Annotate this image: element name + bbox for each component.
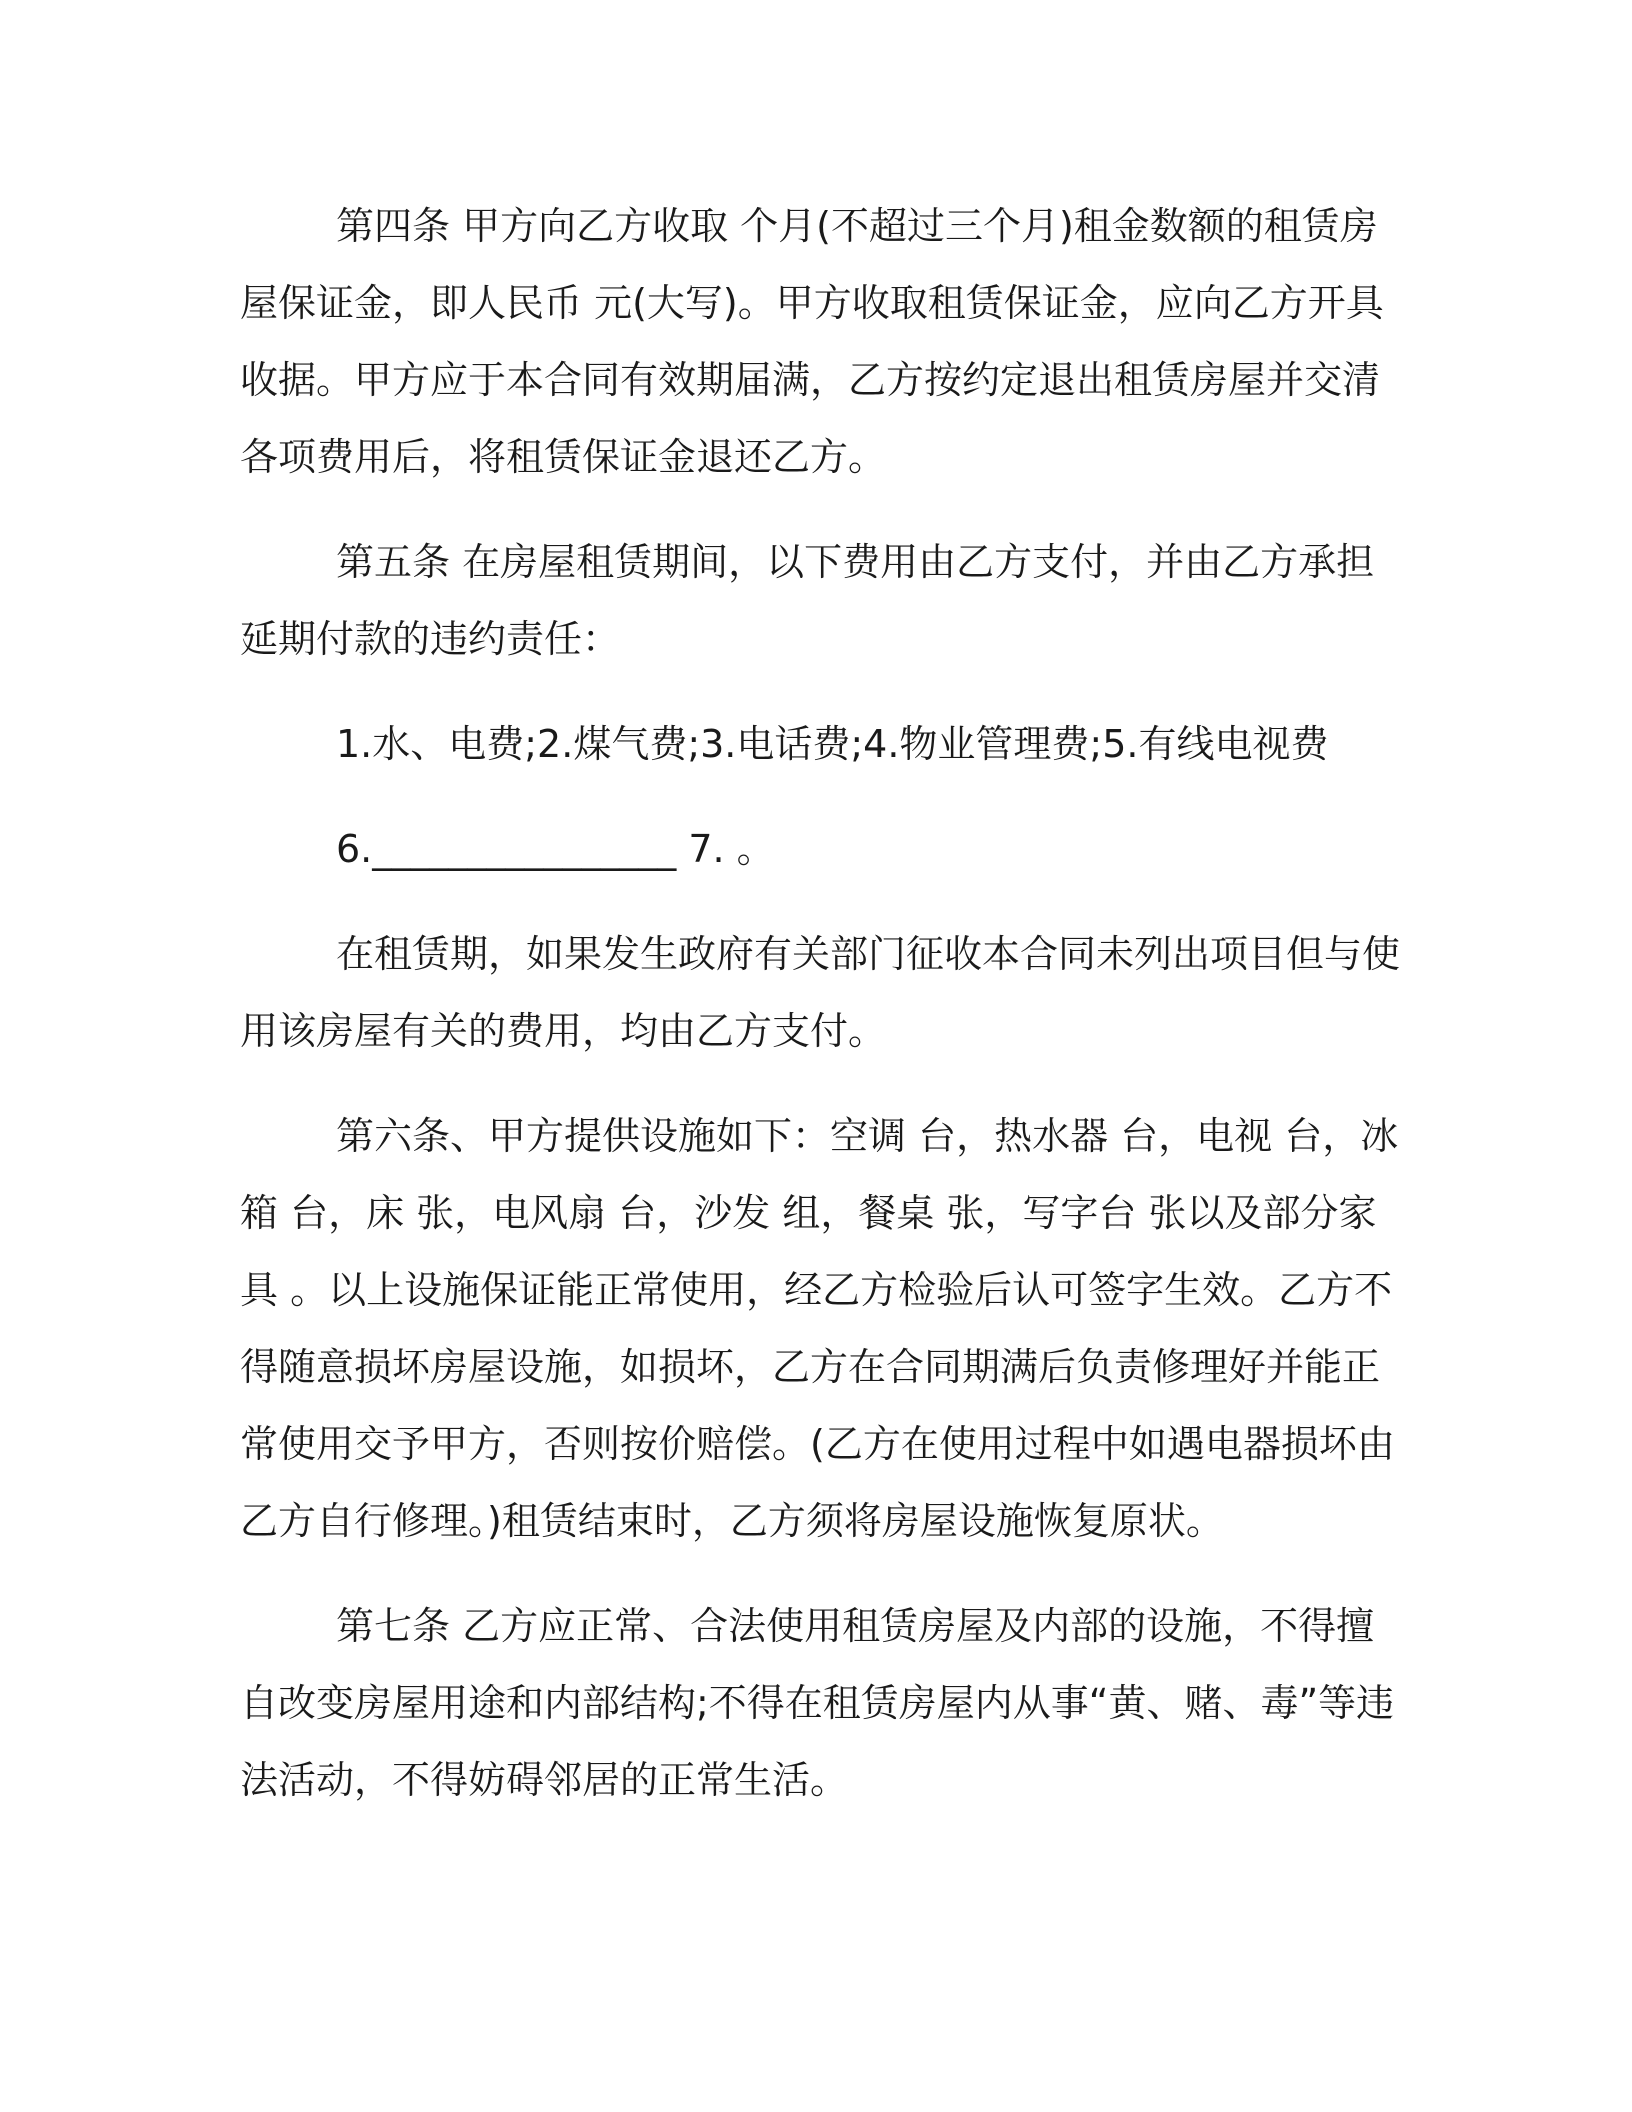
government-fees-paragraph: 在租赁期，如果发生政府有关部门征收本合同未列出项目但与使用该房屋有关的费用，均由乙方支付。	[240, 932, 1401, 1053]
clause-5-paragraph: 第五条 在房屋租赁期间，以下费用由乙方支付，并由乙方承担延期付款的违约责任：	[240, 540, 1375, 661]
clause-4-paragraph: 第四条 甲方向乙方收取 个月(不超过三个月)租金数额的租赁房屋保证金，即人民币 元(大写)。甲方收取租赁保证金，应向乙方开具收据。甲方应于本合同有效期届满，乙方按约定退出租赁房屋并交清各项费用后，将租赁保证金退还乙方。	[240, 204, 1384, 479]
clause-6-paragraph: 第六条、甲方提供设施如下：空调 台，热水器 台，电视 台，冰箱 台，床 张，电风扇 台，沙发 组，餐桌 张，写字台 张以及部分家具 。以上设施保证能正常使用，经乙方检验后认可签字生效。乙方不得随意损坏房屋设施，如损坏，乙方在合同期满后负责修理好并能正常使用交予甲方，否则按价赔偿。(乙方在使用过程中如遇电器损坏由乙方自行修理。)租赁结束时，乙方须将房屋设施恢复原状。	[240, 1114, 1399, 1543]
fee-list-line-1: 1.水、电费;2.煤气费;3.电话费;4.物业管理费;5.有线电视费	[336, 722, 1329, 766]
document-body	[240, 188, 1400, 1847]
clause-7-paragraph: 第七条 乙方应正常、合法使用租赁房屋及内部的设施，不得擅自改变房屋用途和内部结构;不得在租赁房屋内从事“黄、赌、毒”等违法活动，不得妨碍邻居的正常生活。	[240, 1604, 1395, 1802]
fee-list-line-2: 6.________________ 7. 。	[336, 827, 775, 871]
